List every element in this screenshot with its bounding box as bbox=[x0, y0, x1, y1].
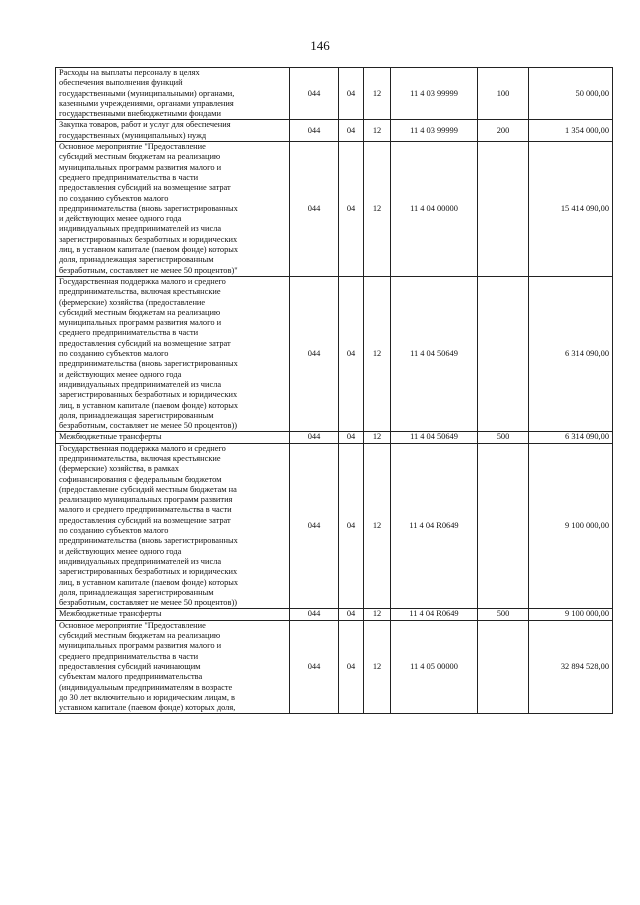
row-name-line: (индивидуальным предпринимателям в возрасте bbox=[59, 682, 233, 692]
ministry-code-cell: 044 bbox=[290, 432, 339, 443]
row-name-cell bbox=[56, 443, 290, 609]
section-code-cell: 04 bbox=[339, 443, 364, 609]
row-name-line: государственных (муниципальных) нужд bbox=[59, 130, 207, 140]
target-article-cell: 11 4 04 50649 bbox=[391, 432, 478, 443]
section-code-cell: 04 bbox=[339, 276, 364, 431]
row-name-line: индивидуальных предпринимателей из числа bbox=[59, 379, 222, 389]
subsection-code-cell: 12 bbox=[364, 432, 391, 443]
expense-type-cell bbox=[478, 620, 529, 714]
row-name-line: казенными учреждениями, органами управления bbox=[59, 98, 234, 108]
budget-table bbox=[55, 67, 613, 714]
row-name-line: предпринимательства, включая крестьянские bbox=[59, 287, 221, 297]
ministry-code-cell: 044 bbox=[290, 142, 339, 277]
row-name-line: и действующих менее одного года bbox=[59, 546, 182, 556]
row-name-line: лиц, в уставном капитале (паевом фонде) которых bbox=[59, 400, 239, 410]
row-name-line: муниципальных программ развития малого и bbox=[59, 318, 222, 328]
row-name-line: по созданию субъектов малого bbox=[59, 349, 169, 359]
row-name-line: доля, принадлежащая зарегистрированным bbox=[59, 255, 214, 265]
amount-cell: 9 100 000,00 bbox=[529, 443, 613, 609]
row-name-line: софинансирования с федеральным бюджетом bbox=[59, 474, 222, 484]
amount-cell: 9 100 000,00 bbox=[529, 609, 613, 620]
row-name-line: и действующих менее одного года bbox=[59, 369, 182, 379]
row-name-line: безработным, составляет не менее 50 процентов)) bbox=[59, 598, 238, 608]
row-name-cell bbox=[56, 120, 290, 142]
row-name-line: субсидий местным бюджетам на реализацию bbox=[59, 152, 221, 162]
row-name-line: доля, принадлежащая зарегистрированным bbox=[59, 410, 214, 420]
row-name-line: доля, принадлежащая зарегистрированным bbox=[59, 587, 214, 597]
ministry-code-cell: 044 bbox=[290, 443, 339, 609]
expense-type-cell bbox=[478, 276, 529, 431]
row-name-line: Государственная поддержка малого и среднего bbox=[59, 276, 226, 286]
subsection-code-cell: 12 bbox=[364, 443, 391, 609]
row-name-line: и действующих менее одного года bbox=[59, 214, 182, 224]
row-name-line: безработным, составляет не менее 50 процентов)" bbox=[59, 265, 238, 275]
expense-type-cell: 500 bbox=[478, 432, 529, 443]
row-name-line: среднего предпринимательства в части bbox=[59, 172, 199, 182]
expense-type-cell: 200 bbox=[478, 120, 529, 142]
target-article-cell: 11 4 03 99999 bbox=[391, 120, 478, 142]
row-name-line: среднего предпринимательства в части bbox=[59, 328, 199, 338]
table-row bbox=[56, 609, 613, 620]
section-code-cell: 04 bbox=[339, 120, 364, 142]
row-name-cell bbox=[56, 142, 290, 277]
target-article-cell: 11 4 04 R0649 bbox=[391, 443, 478, 609]
row-name-cell bbox=[56, 620, 290, 714]
row-name-line: лиц, в уставном капитале (паевом фонде) которых bbox=[59, 577, 239, 587]
row-name-line: предпринимательства (вновь зарегистрированных bbox=[59, 203, 238, 213]
row-name-line: Закупка товаров, работ и услуг для обеспечения bbox=[59, 120, 231, 130]
row-name-cell bbox=[56, 68, 290, 120]
row-name-line: субъектам малого предпринимательства bbox=[59, 672, 203, 682]
row-name-line: предоставления субсидий начинающим bbox=[59, 661, 201, 671]
row-name-line: государственными (муниципальными) органами, bbox=[59, 88, 235, 98]
table-row bbox=[56, 276, 613, 431]
section-code-cell: 04 bbox=[339, 142, 364, 277]
row-name-line: уставном капитале (паевом фонде) которых доля, bbox=[59, 703, 236, 713]
subsection-code-cell: 12 bbox=[364, 68, 391, 120]
section-code-cell: 04 bbox=[339, 68, 364, 120]
row-name-line: индивидуальных предпринимателей из числа bbox=[59, 556, 222, 566]
amount-cell: 15 414 090,00 bbox=[529, 142, 613, 277]
row-name-line: безработным, составляет не менее 50 процентов)) bbox=[59, 421, 238, 431]
row-name-line: Межбюджетные трансферты bbox=[59, 609, 162, 619]
row-name-line: Расходы на выплаты персоналу в целях bbox=[59, 68, 200, 77]
amount-cell: 32 894 528,00 bbox=[529, 620, 613, 714]
table-row bbox=[56, 68, 613, 120]
expense-type-cell bbox=[478, 142, 529, 277]
row-name-cell bbox=[56, 609, 290, 620]
row-name-line: малого и среднего предпринимательства в части bbox=[59, 505, 232, 515]
row-name-cell bbox=[56, 432, 290, 443]
amount-cell: 6 314 090,00 bbox=[529, 276, 613, 431]
row-name-cell bbox=[56, 276, 290, 431]
row-name-line: по созданию субъектов малого bbox=[59, 193, 169, 203]
row-name-line: предоставления субсидий на возмещение затрат bbox=[59, 183, 231, 193]
table-body bbox=[56, 68, 613, 714]
page-number: 146 bbox=[310, 38, 330, 53]
row-name-line: муниципальных программ развития малого и bbox=[59, 162, 222, 172]
table-row bbox=[56, 120, 613, 142]
table-row bbox=[56, 443, 613, 609]
section-code-cell: 04 bbox=[339, 432, 364, 443]
amount-cell: 50 000,00 bbox=[529, 68, 613, 120]
target-article-cell: 11 4 04 50649 bbox=[391, 276, 478, 431]
row-name-line: предпринимательства, включая крестьянские bbox=[59, 453, 221, 463]
target-article-cell: 11 4 04 00000 bbox=[391, 142, 478, 277]
subsection-code-cell: 12 bbox=[364, 276, 391, 431]
subsection-code-cell: 12 bbox=[364, 609, 391, 620]
subsection-code-cell: 12 bbox=[364, 120, 391, 142]
subsection-code-cell: 12 bbox=[364, 620, 391, 714]
row-name-line: Межбюджетные трансферты bbox=[59, 432, 162, 442]
row-name-line: государственными внебюджетными фондами bbox=[59, 109, 221, 119]
row-name-line: до 30 лет включительно и юридическим лицам, в bbox=[59, 692, 235, 702]
row-name-line: предпринимательства (вновь зарегистрированных bbox=[59, 536, 238, 546]
expense-type-cell bbox=[478, 443, 529, 609]
amount-cell: 1 354 000,00 bbox=[529, 120, 613, 142]
row-name-line: Государственная поддержка малого и среднего bbox=[59, 443, 226, 453]
row-name-line: (предоставление субсидий местным бюджетам на bbox=[59, 484, 237, 494]
row-name-line: обеспечения выполнения функций bbox=[59, 78, 183, 88]
row-name-line: лиц, в уставном капитале (паевом фонде) которых bbox=[59, 245, 239, 255]
ministry-code-cell: 044 bbox=[290, 120, 339, 142]
row-name-line: муниципальных программ развития малого и bbox=[59, 641, 222, 651]
table-row bbox=[56, 432, 613, 443]
row-name-line: по созданию субъектов малого bbox=[59, 526, 169, 536]
ministry-code-cell: 044 bbox=[290, 68, 339, 120]
expense-type-cell: 100 bbox=[478, 68, 529, 120]
table-row bbox=[56, 142, 613, 277]
row-name-line: субсидий местным бюджетам на реализацию bbox=[59, 631, 221, 641]
row-name-line: предоставления субсидий на возмещение затрат bbox=[59, 515, 231, 525]
row-name-line: индивидуальных предпринимателей из числа bbox=[59, 224, 222, 234]
row-name-line: (фермерские) хозяйства, в рамках bbox=[59, 464, 179, 474]
row-name-line: зарегистрированных безработных и юридических bbox=[59, 390, 238, 400]
ministry-code-cell: 044 bbox=[290, 620, 339, 714]
row-name-line: Основное мероприятие "Предоставление bbox=[59, 620, 206, 630]
target-article-cell: 11 4 03 99999 bbox=[391, 68, 478, 120]
amount-cell: 6 314 090,00 bbox=[529, 432, 613, 443]
row-name-line: среднего предпринимательства в части bbox=[59, 651, 199, 661]
table-row bbox=[56, 620, 613, 714]
row-name-line: Основное мероприятие "Предоставление bbox=[59, 142, 206, 152]
section-code-cell: 04 bbox=[339, 609, 364, 620]
row-name-line: субсидий местным бюджетам на реализацию bbox=[59, 307, 221, 317]
subsection-code-cell: 12 bbox=[364, 142, 391, 277]
row-name-line: предпринимательства (вновь зарегистрированных bbox=[59, 359, 238, 369]
expense-type-cell: 500 bbox=[478, 609, 529, 620]
ministry-code-cell: 044 bbox=[290, 609, 339, 620]
target-article-cell: 11 4 04 R0649 bbox=[391, 609, 478, 620]
row-name-line: предоставления субсидий на возмещение затрат bbox=[59, 338, 231, 348]
row-name-line: (фермерские) хозяйства (предоставление bbox=[59, 297, 206, 307]
ministry-code-cell: 044 bbox=[290, 276, 339, 431]
row-name-line: зарегистрированных безработных и юридических bbox=[59, 234, 238, 244]
row-name-line: зарегистрированных безработных и юридических bbox=[59, 567, 238, 577]
row-name-line: реализацию муниципальных программ развития bbox=[59, 495, 233, 505]
target-article-cell: 11 4 05 00000 bbox=[391, 620, 478, 714]
section-code-cell: 04 bbox=[339, 620, 364, 714]
